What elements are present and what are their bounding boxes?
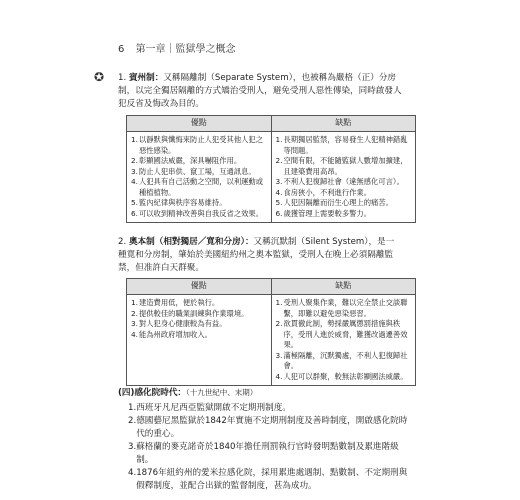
pro-item: 4. 人犯具有自己活動之空間，以利運動或種植植物。 <box>131 177 264 197</box>
section-reformatory-era <box>118 386 404 400</box>
chapter-title: 第一章｜監獄學之概念 <box>135 44 236 55</box>
cons-cell <box>271 132 416 223</box>
section-number: 1. <box>118 73 127 83</box>
star-bullet-icon: ✪ <box>94 70 105 84</box>
section-label: (四) <box>118 388 135 398</box>
pro-item: 6. 可以收到精神改善與自我反省之效果。 <box>131 208 264 218</box>
pro-item: 3. 防止人犯串供、竄工場，互通訊息。 <box>131 166 256 176</box>
pro-item: 1. 建造費用低，便於執行。 <box>131 298 220 307</box>
con-item: 1. 受刑人聚集作業，難以完全禁止交談聯繫，即難以避免惡染惡習。 <box>275 298 408 318</box>
section-separate-system <box>94 70 402 111</box>
pros-header: 優點 <box>127 116 272 132</box>
list-item: 3. 蘇格蘭的麥克諾奇於1840年擔任刑罰執行官時發明點數制及累進階級制。 <box>128 442 399 465</box>
con-item: 4. 人犯可以群聚，較無法彰顯國法威嚴。 <box>275 371 408 381</box>
section-title: 賓州制： <box>128 73 164 83</box>
section-subtitle: （十九世紀中、末期） <box>186 388 258 397</box>
list-item: 2. 德國藝尼黑監獄於1842年實施不定期刑制度及善時制度，開啟感化院時代的重心。 <box>128 416 408 439</box>
page-number: 6 <box>118 44 125 55</box>
list-item: 1. 西班牙凡尼西亞監獄開啟不定期刑制度。 <box>128 403 291 413</box>
list-item: 4. 1876年紐約州的愛米拉感化院，採用累進處遇制、點數制、不定期刑與假釋制度，並配合出獄的監督制度，甚為成功。 <box>128 468 408 491</box>
con-item: 6. 歲獲管理上需要較多警力。 <box>275 208 372 218</box>
section-text: 又稱隔離制（Separate System），也被稱為嚴格（正）分房制，以完全獨居隔離的方式矯治受刑人，避免受刑人惡性傳染，同時啟發人犯反省及悔改為目的。 <box>118 73 402 109</box>
reformatory-list <box>128 402 414 493</box>
pros-cons-table <box>126 115 416 223</box>
con-item: 5. 人犯因隔離而衍生心理上的痛苦。 <box>275 198 393 207</box>
section-title: 感化院時代： <box>134 388 187 398</box>
section-title: 奧本制（相對獨居／寬和分房）： <box>128 237 254 247</box>
cons-header: 缺點 <box>271 279 416 295</box>
page-header <box>118 40 236 55</box>
pro-item: 3. 對人犯身心健康較為有益。 <box>131 319 227 328</box>
pro-item: 4. 能為州政府增加收入。 <box>131 329 212 339</box>
section-text: 又稱沉默制（Silent System），是一種寬和分房制，肇始於美國紐約州之奧本監獄，受刑人在晚上必須隔離監禁，但准許白天群聚。 <box>118 237 395 273</box>
con-item: 2. 空間有限，不能隨監獄人數增加擴建，且建築費用高昂。 <box>275 156 408 176</box>
cons-header: 缺點 <box>271 116 416 132</box>
con-item: 3. 不利人犯復歸社會（違無感化可言）。 <box>275 177 404 186</box>
con-item: 1. 長期獨居監禁，容易發生人犯精神錯亂等問題。 <box>275 135 408 155</box>
pro-item: 2. 彰顯國法威嚴，深具嚇阻作用。 <box>131 156 242 165</box>
con-item: 3. 滿極隔離，沉默獨處，不利人犯復歸社會。 <box>275 350 408 370</box>
pros-header: 優點 <box>127 279 272 295</box>
pros-cell <box>127 295 272 386</box>
pros-cell <box>127 132 272 223</box>
pro-item: 1. 以靜默與懺悔來防止人犯受其他人犯之惡性感染。 <box>131 135 264 155</box>
con-item: 4. 食房狹小，不利進行作業。 <box>275 187 372 197</box>
con-item: 2. 欲貫徹此制，勢採嚴厲懲罰措施與秩序，受刑人進於威脅，難獲改過遷善效果。 <box>275 319 408 349</box>
pro-item: 5. 監內紀律與秩序容易維持。 <box>131 198 227 207</box>
section-number: 2. <box>118 237 127 247</box>
pro-item: 2. 提供較佳的職業訓練與作業環境。 <box>131 308 249 318</box>
section-silent-system <box>118 236 402 275</box>
pros-cons-table <box>126 278 416 386</box>
cons-cell <box>271 295 416 386</box>
